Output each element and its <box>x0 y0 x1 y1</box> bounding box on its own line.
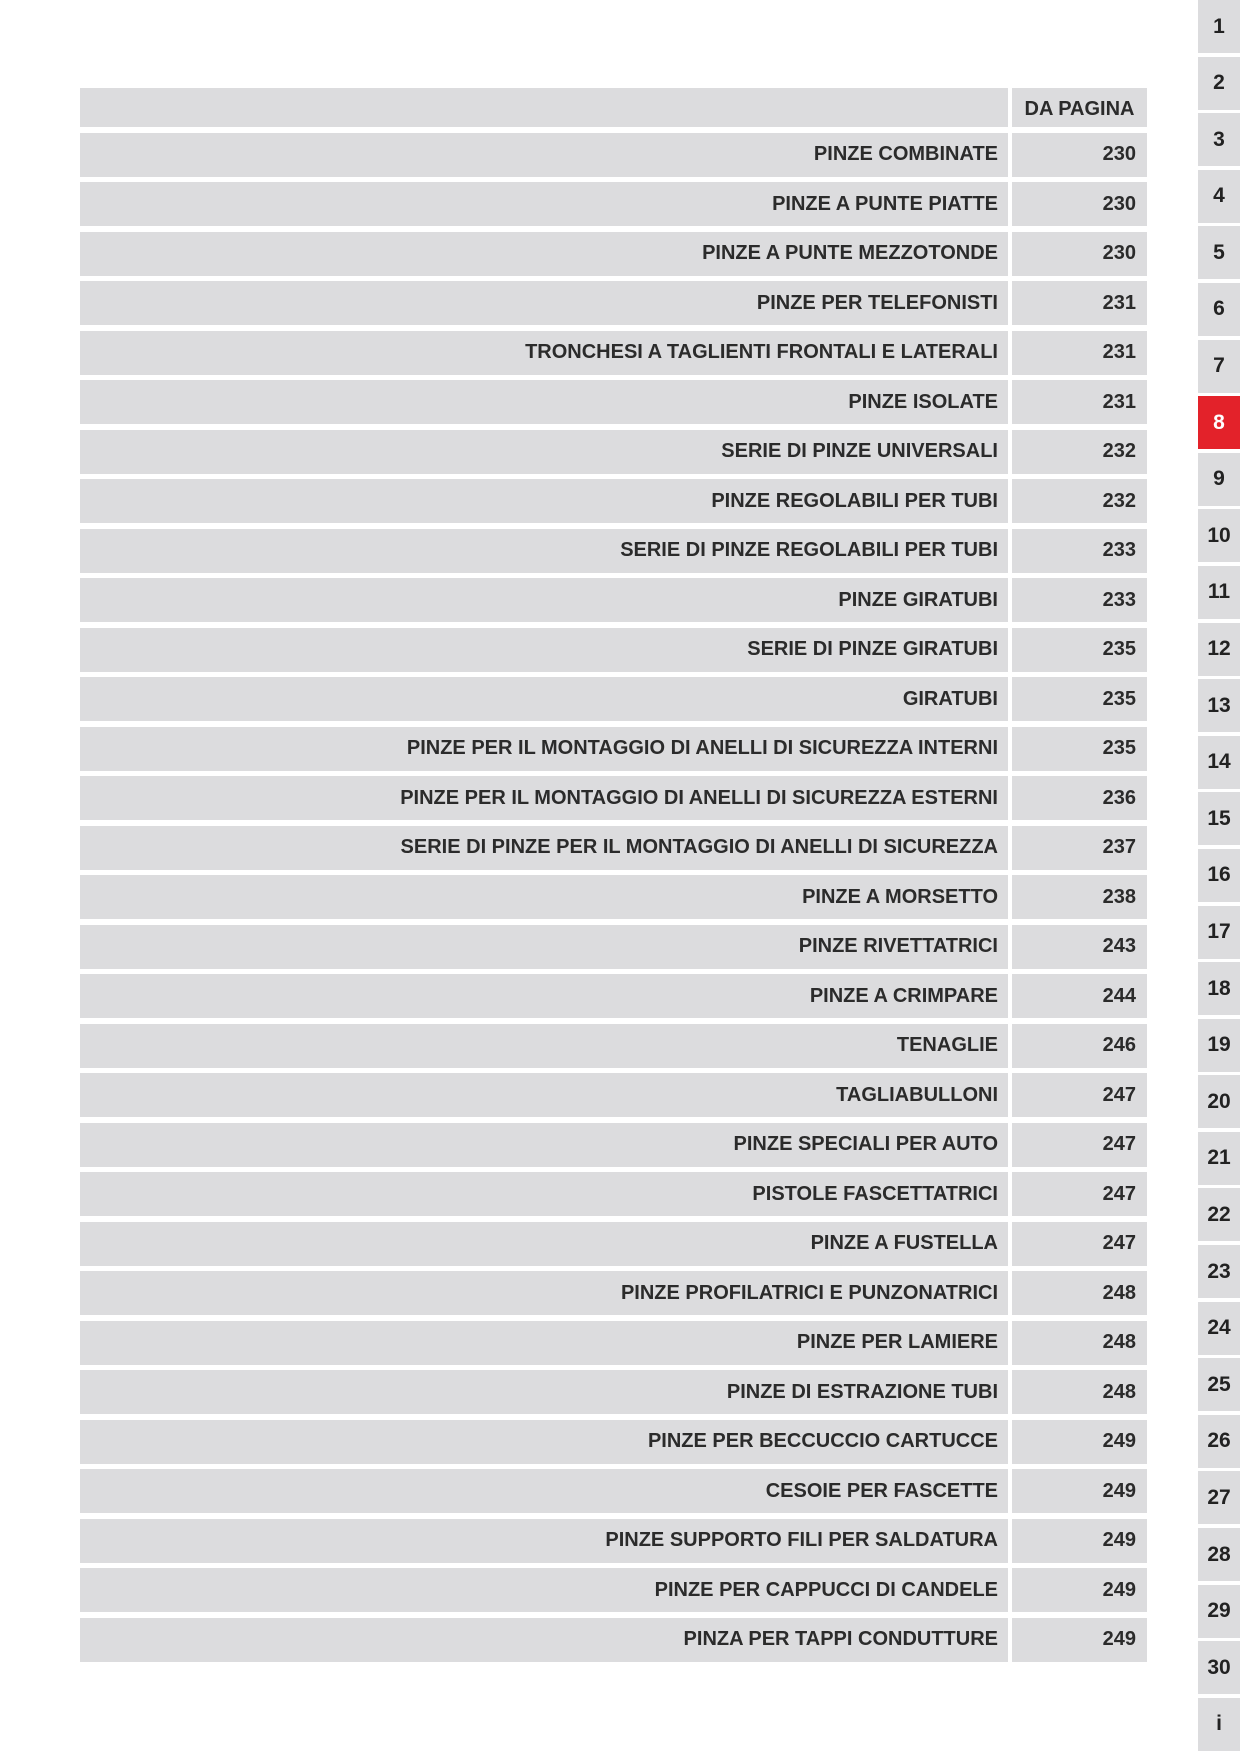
toc-entry-title: PINZE COMBINATE <box>80 133 1008 177</box>
toc-entry-title: PINZE PER BECCUCCIO CARTUCCE <box>80 1420 1008 1464</box>
chapter-tab-26[interactable]: 26 <box>1198 1415 1240 1468</box>
chapter-tab-27[interactable]: 27 <box>1198 1471 1240 1524</box>
toc-row[interactable] <box>80 1370 1147 1414</box>
chapter-tab-19[interactable]: 19 <box>1198 1019 1240 1072</box>
toc-entry-title: PINZE GIRATUBI <box>80 578 1008 622</box>
toc-entry-page: 232 <box>1012 479 1147 523</box>
toc-row[interactable] <box>80 677 1147 721</box>
toc-entry-title: PINZE SPECIALI PER AUTO <box>80 1123 1008 1167</box>
chapter-tab-13[interactable]: 13 <box>1198 679 1240 732</box>
chapter-tab-25[interactable]: 25 <box>1198 1358 1240 1411</box>
toc-entry-page: 230 <box>1012 133 1147 177</box>
toc-entry-title: PINZE PER TELEFONISTI <box>80 281 1008 325</box>
chapter-tab-24[interactable]: 24 <box>1198 1302 1240 1355</box>
toc-entry-title: PINZE PER IL MONTAGGIO DI ANELLI DI SICUREZZA INTERNI <box>80 727 1008 771</box>
chapter-tab-3[interactable]: 3 <box>1198 113 1240 166</box>
toc-entry-page: 249 <box>1012 1618 1147 1662</box>
chapter-tab-10[interactable]: 10 <box>1198 509 1240 562</box>
toc-entry-page: 231 <box>1012 331 1147 375</box>
toc-entry-page: 243 <box>1012 925 1147 969</box>
toc-row[interactable] <box>80 430 1147 474</box>
toc-row[interactable] <box>80 628 1147 672</box>
toc-entry-title: PINZE A MORSETTO <box>80 875 1008 919</box>
toc-row[interactable] <box>80 1618 1147 1662</box>
toc-entry-title: SERIE DI PINZE REGOLABILI PER TUBI <box>80 529 1008 573</box>
toc-row[interactable] <box>80 727 1147 771</box>
chapter-tab-20[interactable]: 20 <box>1198 1075 1240 1128</box>
toc-entry-page: 235 <box>1012 727 1147 771</box>
toc-row[interactable] <box>80 776 1147 820</box>
toc-header-row <box>80 88 1147 127</box>
toc-row[interactable] <box>80 875 1147 919</box>
toc-entry-title: PINZE PROFILATRICI E PUNZONATRICI <box>80 1271 1008 1315</box>
toc-row[interactable] <box>80 1222 1147 1266</box>
chapter-tab-strip <box>1198 0 1240 1754</box>
toc-entry-title: PINZE SUPPORTO FILI PER SALDATURA <box>80 1519 1008 1563</box>
toc-row[interactable] <box>80 331 1147 375</box>
toc-entry-page: 246 <box>1012 1024 1147 1068</box>
toc-entry-page: 230 <box>1012 232 1147 276</box>
toc-entry-title: TENAGLIE <box>80 1024 1008 1068</box>
chapter-tab-4[interactable]: 4 <box>1198 170 1240 223</box>
toc-row[interactable] <box>80 1519 1147 1563</box>
chapter-tab-18[interactable]: 18 <box>1198 962 1240 1015</box>
toc-entry-page: 231 <box>1012 380 1147 424</box>
toc-entry-title: PINZE RIVETTATRICI <box>80 925 1008 969</box>
chapter-tab-2[interactable]: 2 <box>1198 57 1240 110</box>
toc-entry-title: SERIE DI PINZE PER IL MONTAGGIO DI ANELLI DI SICUREZZA <box>80 826 1008 870</box>
toc-table <box>80 88 1147 1667</box>
toc-entry-title: PINZE DI ESTRAZIONE TUBI <box>80 1370 1008 1414</box>
chapter-tab-28[interactable]: 28 <box>1198 1528 1240 1581</box>
toc-entry-page: 247 <box>1012 1123 1147 1167</box>
toc-entry-page: 235 <box>1012 628 1147 672</box>
chapter-tab-12[interactable]: 12 <box>1198 623 1240 676</box>
toc-entry-title: PINZE A FUSTELLA <box>80 1222 1008 1266</box>
toc-row[interactable] <box>80 232 1147 276</box>
toc-row[interactable] <box>80 380 1147 424</box>
toc-row[interactable] <box>80 1568 1147 1612</box>
toc-entry-page: 249 <box>1012 1469 1147 1513</box>
toc-entry-title: SERIE DI PINZE GIRATUBI <box>80 628 1008 672</box>
chapter-tab-7[interactable]: 7 <box>1198 340 1240 393</box>
chapter-tab-9[interactable]: 9 <box>1198 453 1240 506</box>
toc-entry-page: 247 <box>1012 1073 1147 1117</box>
toc-entry-page: 238 <box>1012 875 1147 919</box>
toc-row[interactable] <box>80 1271 1147 1315</box>
toc-entry-page: 233 <box>1012 578 1147 622</box>
chapter-tab-15[interactable]: 15 <box>1198 792 1240 845</box>
toc-entry-page: 244 <box>1012 974 1147 1018</box>
toc-header-title-cell <box>80 88 1008 127</box>
toc-row[interactable] <box>80 578 1147 622</box>
toc-entry-title: PINZE ISOLATE <box>80 380 1008 424</box>
toc-entry-title: SERIE DI PINZE UNIVERSALI <box>80 430 1008 474</box>
toc-entry-title: GIRATUBI <box>80 677 1008 721</box>
chapter-tab-23[interactable]: 23 <box>1198 1245 1240 1298</box>
toc-entry-page: 249 <box>1012 1519 1147 1563</box>
toc-entry-title: PINZE PER CAPPUCCI DI CANDELE <box>80 1568 1008 1612</box>
toc-entry-page: 236 <box>1012 776 1147 820</box>
chapter-tab-29[interactable]: 29 <box>1198 1585 1240 1638</box>
toc-entry-page: 247 <box>1012 1222 1147 1266</box>
toc-entry-title: TAGLIABULLONI <box>80 1073 1008 1117</box>
toc-row[interactable] <box>80 1420 1147 1464</box>
chapter-tab-1[interactable]: 1 <box>1198 0 1240 53</box>
chapter-tab-i[interactable]: i <box>1198 1698 1240 1751</box>
chapter-tab-30[interactable]: 30 <box>1198 1641 1240 1694</box>
toc-entry-page: 249 <box>1012 1568 1147 1612</box>
toc-entry-title: PISTOLE FASCETTATRICI <box>80 1172 1008 1216</box>
toc-header-page-label: DA PAGINA <box>1012 88 1147 127</box>
toc-entry-page: 248 <box>1012 1271 1147 1315</box>
chapter-tab-5[interactable]: 5 <box>1198 226 1240 279</box>
toc-entry-page: 237 <box>1012 826 1147 870</box>
toc-entry-title: PINZA PER TAPPI CONDUTTURE <box>80 1618 1008 1662</box>
toc-row[interactable] <box>80 479 1147 523</box>
toc-entry-page: 247 <box>1012 1172 1147 1216</box>
toc-entry-title: CESOIE PER FASCETTE <box>80 1469 1008 1513</box>
toc-entry-page: 249 <box>1012 1420 1147 1464</box>
toc-row[interactable] <box>80 1123 1147 1167</box>
toc-entry-title: PINZE REGOLABILI PER TUBI <box>80 479 1008 523</box>
chapter-tab-14[interactable]: 14 <box>1198 736 1240 789</box>
toc-row[interactable] <box>80 925 1147 969</box>
chapter-tab-11[interactable]: 11 <box>1198 566 1240 619</box>
toc-row[interactable] <box>80 826 1147 870</box>
chapter-tab-17[interactable]: 17 <box>1198 906 1240 959</box>
toc-entry-page: 231 <box>1012 281 1147 325</box>
toc-row[interactable] <box>80 182 1147 226</box>
chapter-tab-6[interactable]: 6 <box>1198 283 1240 336</box>
chapter-tab-22[interactable]: 22 <box>1198 1188 1240 1241</box>
toc-entry-page: 235 <box>1012 677 1147 721</box>
toc-row[interactable] <box>80 1321 1147 1365</box>
toc-row[interactable] <box>80 281 1147 325</box>
toc-entry-page: 230 <box>1012 182 1147 226</box>
toc-entry-page: 248 <box>1012 1321 1147 1365</box>
toc-row[interactable] <box>80 1469 1147 1513</box>
toc-entry-title: PINZE PER IL MONTAGGIO DI ANELLI DI SICUREZZA ESTERNI <box>80 776 1008 820</box>
toc-row[interactable] <box>80 133 1147 177</box>
toc-row[interactable] <box>80 974 1147 1018</box>
toc-entry-title: PINZE PER LAMIERE <box>80 1321 1008 1365</box>
chapter-tab-21[interactable]: 21 <box>1198 1132 1240 1185</box>
toc-entry-title: PINZE A CRIMPARE <box>80 974 1008 1018</box>
toc-entry-title: PINZE A PUNTE MEZZOTONDE <box>80 232 1008 276</box>
chapter-tab-8[interactable]: 8 <box>1198 396 1240 449</box>
toc-row[interactable] <box>80 1172 1147 1216</box>
toc-entry-page: 232 <box>1012 430 1147 474</box>
toc-entry-page: 233 <box>1012 529 1147 573</box>
toc-row[interactable] <box>80 1073 1147 1117</box>
toc-row[interactable] <box>80 1024 1147 1068</box>
chapter-tab-16[interactable]: 16 <box>1198 849 1240 902</box>
toc-row[interactable] <box>80 529 1147 573</box>
toc-entry-page: 248 <box>1012 1370 1147 1414</box>
toc-entry-title: TRONCHESI A TAGLIENTI FRONTALI E LATERALI <box>80 331 1008 375</box>
toc-entry-title: PINZE A PUNTE PIATTE <box>80 182 1008 226</box>
